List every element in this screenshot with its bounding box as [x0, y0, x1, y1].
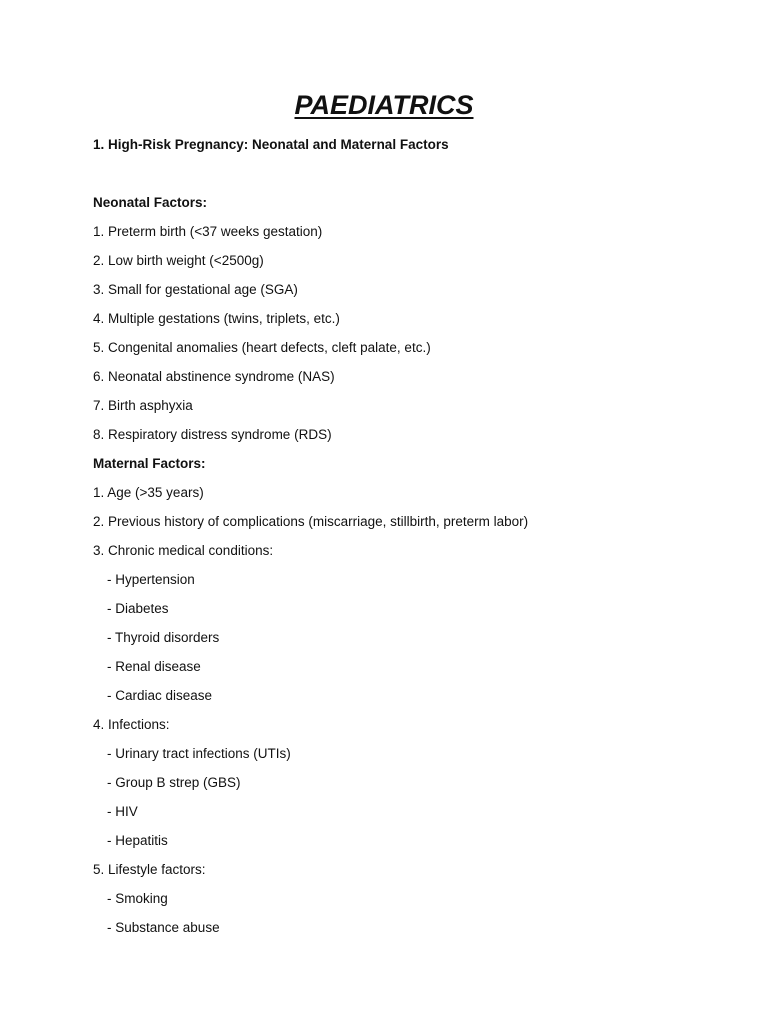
maternal-item: 1. Age (>35 years)	[93, 485, 204, 500]
neonatal-item: 2. Low birth weight (<2500g)	[93, 253, 264, 268]
maternal-item: 3. Chronic medical conditions:	[93, 543, 274, 558]
lifestyle-item: - Substance abuse	[107, 920, 220, 935]
chronic-condition-item: - Hypertension	[107, 572, 195, 587]
page-title: PAEDIATRICS	[294, 90, 474, 120]
chronic-condition-item: - Thyroid disorders	[107, 630, 220, 645]
spacer	[93, 159, 693, 188]
maternal-item: 2. Previous history of complications (miscarriage, stillbirth, preterm labor)	[93, 514, 529, 529]
chronic-condition-item: - Cardiac disease	[107, 688, 213, 703]
neonatal-item: 3. Small for gestational age (SGA)	[93, 282, 298, 297]
neonatal-item: 6. Neonatal abstinence syndrome (NAS)	[93, 369, 335, 384]
neonatal-heading: Neonatal Factors:	[93, 195, 208, 210]
maternal-item: 5. Lifestyle factors:	[93, 862, 206, 877]
section-heading: 1. High-Risk Pregnancy: Neonatal and Maternal Factors	[93, 137, 449, 152]
infection-item: - Group B strep (GBS)	[107, 775, 241, 790]
chronic-condition-item: - Renal disease	[107, 659, 201, 674]
neonatal-item: 8. Respiratory distress syndrome (RDS)	[93, 427, 332, 442]
infection-item: - Hepatitis	[107, 833, 168, 848]
neonatal-item: 7. Birth asphyxia	[93, 398, 193, 413]
lifestyle-item: - Smoking	[107, 891, 168, 906]
maternal-heading: Maternal Factors:	[93, 456, 206, 471]
neonatal-item: 4. Multiple gestations (twins, triplets, etc.)	[93, 311, 340, 326]
infection-item: - HIV	[107, 804, 138, 819]
neonatal-item: 1. Preterm birth (<37 weeks gestation)	[93, 224, 323, 239]
maternal-item: 4. Infections:	[93, 717, 170, 732]
document-body	[93, 130, 693, 942]
neonatal-item: 5. Congenital anomalies (heart defects, cleft palate, etc.)	[93, 340, 431, 355]
chronic-condition-item: - Diabetes	[107, 601, 169, 616]
infection-item: - Urinary tract infections (UTIs)	[107, 746, 291, 761]
